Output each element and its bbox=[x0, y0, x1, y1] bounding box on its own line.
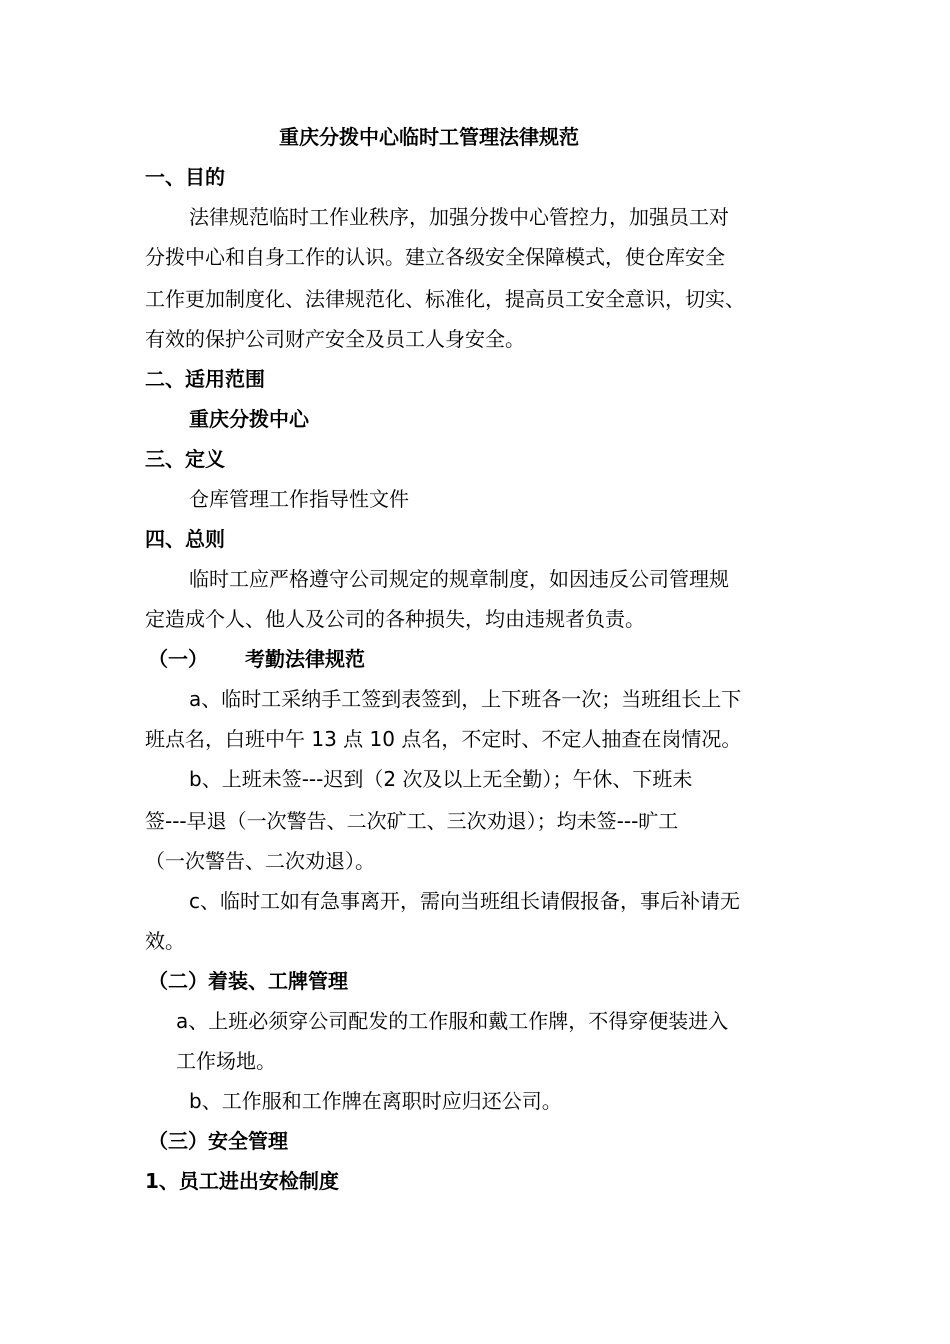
paragraph-line: 临时工应严格遵守公司规定的规章制度，如因违反公司管理规 bbox=[189, 567, 729, 591]
definition-body: 仓库管理工作指导性文件 bbox=[189, 487, 409, 511]
paragraph-line: 分拨中心和自身工作的认识。建立各级安全保障模式，使仓库安全 bbox=[145, 245, 725, 269]
paragraph-line: 定造成个人、他人及公司的各种损失，均由违规者负责。 bbox=[145, 607, 645, 631]
scope-body: 重庆分拨中心 bbox=[189, 407, 309, 431]
section-heading-scope: 二、适用范围 bbox=[145, 367, 265, 391]
item-heading-security-check: 1、员工进出安检制度 bbox=[145, 1169, 339, 1193]
subsection-heading-uniform: （二）着装、工牌管理 bbox=[148, 969, 348, 993]
paragraph-line: b、工作服和工作牌在离职时应归还公司。 bbox=[189, 1089, 562, 1113]
paragraph-line: b、上班未签---迟到（2 次及以上无全勤）；午休、下班未 bbox=[189, 767, 693, 791]
paragraph-line: a、临时工采纳手工签到表签到，上下班各一次；当班组长上下 bbox=[189, 687, 742, 711]
paragraph-line: （一次警告、二次劝退）。 bbox=[145, 849, 375, 873]
paragraph-line: 工作更加制度化、法律规范化、标准化，提高员工安全意识，切实、 bbox=[145, 287, 745, 311]
paragraph-line: c、临时工如有急事离开，需向当班组长请假报备，事后补请无 bbox=[189, 889, 740, 913]
section-heading-general: 四、总则 bbox=[145, 527, 225, 551]
paragraph-line: 签---早退（一次警告、二次矿工、三次劝退）；均未签---旷工 bbox=[145, 809, 679, 833]
subsection-title-attendance: 考勤法律规范 bbox=[245, 647, 365, 671]
paragraph-line: 班点名，白班中午 13 点 10 点名，不定时、不定人抽查在岗情况。 bbox=[145, 727, 742, 751]
paragraph-line: 有效的保护公司财产安全及员工人身安全。 bbox=[145, 327, 525, 351]
paragraph-line: 工作场地。 bbox=[176, 1049, 276, 1073]
paragraph-line: 效。 bbox=[145, 929, 185, 953]
subsection-number: （一） bbox=[148, 647, 208, 671]
document-title: 重庆分拨中心临时工管理法律规范 bbox=[279, 125, 579, 149]
section-heading-purpose: 一、目的 bbox=[145, 165, 225, 189]
section-heading-definition: 三、定义 bbox=[145, 447, 225, 471]
paragraph-line: a、上班必须穿公司配发的工作服和戴工作牌，不得穿便装进入 bbox=[176, 1009, 729, 1033]
paragraph-line: 法律规范临时工作业秩序，加强分拨中心管控力，加强员工对 bbox=[189, 205, 729, 229]
subsection-heading-safety: （三）安全管理 bbox=[148, 1129, 288, 1153]
